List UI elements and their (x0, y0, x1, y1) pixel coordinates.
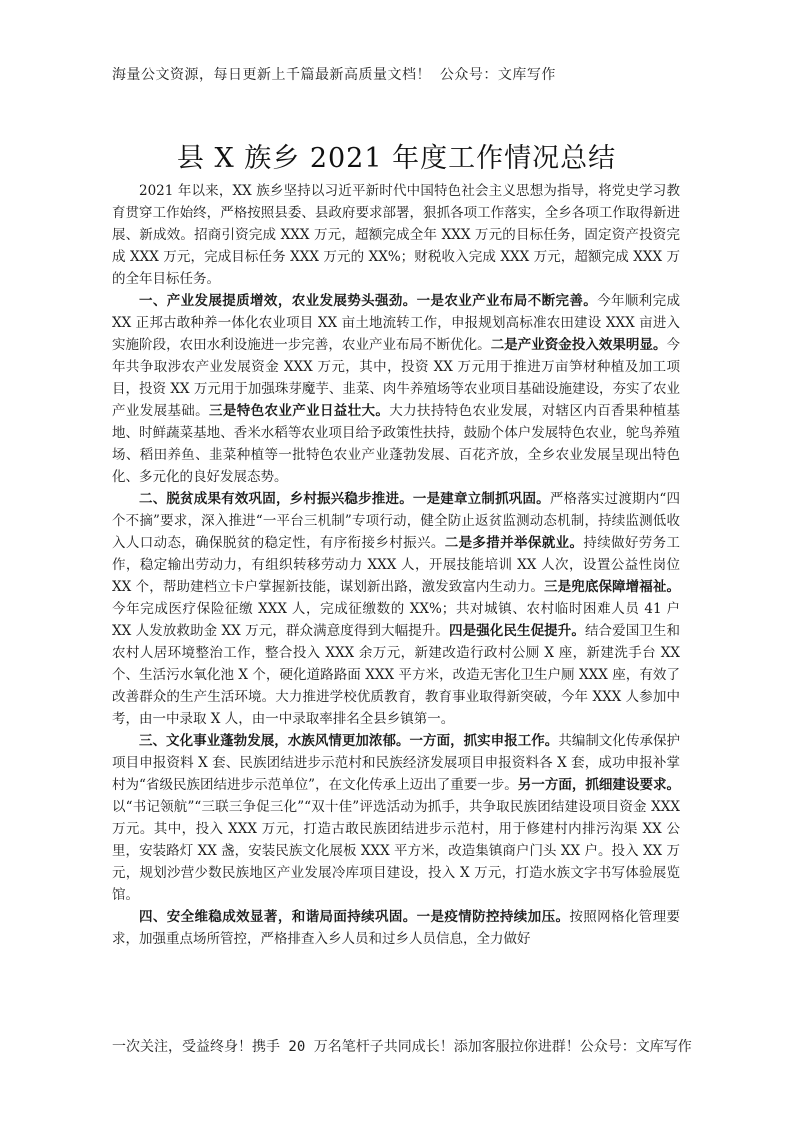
section-4-item-1-text: 按照网格化管理要求，加强重点场所管控，严格排查入乡人员和过乡人员信息，全力做好 (112, 909, 681, 947)
section-3-paragraph (112, 730, 680, 906)
document-body (112, 180, 680, 950)
section-4-heading: 四、安全维稳成效显著，和谐局面持续巩固。 (139, 909, 417, 925)
section-4-item-1-lead: 一是疫情防控持续加压。 (416, 909, 570, 925)
section-1-heading: 一、产业发展提质增效，农业发展势头强劲。 (139, 293, 417, 309)
section-2-item-3-text: 今年完成医疗保险征缴 XXX 人，完成征缴数的 XX%；共对城镇、农村临时困难人员 41 户 XX 人发放救助金 XX 万元，群众满意度得到大幅提升。 (112, 601, 680, 639)
section-2-item-2-text: 持续做好劳务工作，稳定输出劳动力，有组织转移劳动力 XXX 人，开展技能培训 XX 人次，设置公益性岗位 XX 个，帮助建档立卡户掌握新技能，谋划新出路，激发致富内生动力。 (112, 535, 681, 595)
section-2-item-1-text: 严格落实过渡期内“四个不摘”要求，深入推进“一平台三机制”专项行动，健全防止返贫监测动态机制，持续监测低收入人口动态，确保脱贫的稳定性，有序衔接乡村振兴。 (112, 491, 681, 551)
section-3-item-2-lead: 另一方面，抓细建设要求。 (517, 777, 680, 793)
intro-paragraph: 2021 年以来，XX 族乡坚持以习近平新时代中国特色社会主义思想为指导，将党史学习教育贯穿工作始终，严格按照县委、县政府要求部署，狠抓各项工作落实，全乡各项工作取得新进展、新成效。招商引资完成 XXX 万元，超额完成全年 XXX 万元的目标任务，固定资产投资完成 XXX 万元，完成目标任务 XXX 万元的 XX%；财税收入完成 XXX 万元，超额完成 XXX 万的全年目标任务。 (112, 183, 680, 287)
section-1-item-3-text: 大力扶持特色农业发展，对辖区内百香果种植基地、时鲜蔬菜基地、香米水稻等农业项目给予政策性扶持，鼓励个体户发展特色农业，鸵鸟养殖场、稻田养鱼、韭菜种植等一批特色农业产业蓬勃发展、百花齐放，全乡农业发展呈现出特色化、多元化的良好发展态势。 (112, 403, 681, 485)
section-2-item-2-lead: 二是多措并举保就业。 (444, 535, 584, 551)
section-3-item-1-text: 共编制文化传承保护项目申报资料 X 套、民族团结进步示范村和民族经济发展项目申报资料各 X 套，成功申报补掌村为“省级民族团结进步示范单位”，在文化传承上迈出了重要一步。 (112, 733, 681, 793)
section-1-item-2-text: 今年共争取涉农产业发展资金 XXX 万元，其中，投资 XX 万元用于推进万亩笋材种植及加工项目，投资 XX 万元用于加强珠芽魔芋、韭菜、肉牛养殖场等农业项目基础设施建设，夯实了农业产业发展基础。 (112, 337, 681, 419)
section-1-item-1-text: 今年顺利完成 XX 正邦古敢种养一体化农业项目 XX 亩土地流转工作，申报规划高标准农田建设 XXX 亩进入实施阶段，农田水利设施进一步完善，农业产业布局不断优化。 (112, 293, 681, 353)
section-3-item-2-text: 以“书记领航”“三联三争促三化”“双十佳”评选活动为抓手，共争取民族团结建设项目资金 XXX 万元。其中，投入 XXX 万元，打造古敢民族团结进步示范村，用于修建村内排污沟渠 XX 公里，安装路灯 XX 盏，安装民族文化展板 XXX 平方米，改造集镇商户门头 XX 户。投入 XX 万元，规划沙营少数民族地区产业发展冷库项目建设，投入 X 万元，打造水族文字书写体验展览馆。 (112, 799, 680, 903)
section-3-item-1-lead: 一方面，抓实申报工作。 (409, 733, 559, 749)
section-4-paragraph (112, 906, 680, 950)
section-1-item-1-lead: 一是农业产业布局不断完善。 (416, 293, 598, 309)
section-1-item-2-lead: 二是产业资金投入效果明显。 (490, 337, 667, 353)
page-footer: 一次关注，受益终身！携手 20 万名笔杆子共同成长！添加客服拉你进群！公众号：文库写作 (112, 1039, 692, 1055)
section-2-item-1-lead: 一是建章立制抓巩固。 (412, 491, 550, 507)
page-header: 海量公文资源，每日更新上千篇最新高质量文档！ 公众号：文库写作 (112, 67, 556, 83)
section-2-item-3-lead: 三是兜底保障增福祉。 (544, 579, 681, 595)
section-3-heading: 三、文化事业蓬勃发展，水族风情更加浓郁。 (139, 733, 410, 749)
section-1-paragraph (112, 290, 680, 488)
section-2-paragraph (112, 488, 680, 730)
document-title: 县 X 族乡 2021 年度工作情况总结 (176, 143, 617, 174)
section-1-item-3-lead: 三是特色农业产业日益壮大。 (209, 403, 390, 419)
section-2-heading: 二、脱贫成果有效巩固，乡村振兴稳步推进。 (139, 491, 413, 507)
section-2-item-4-text: 结合爱国卫生和农村人居环境整治工作，整合投入 XXX 余万元，新建改造行政村公厕 X 座，新建洗手台 XX 个、生活污水氧化池 X 个，硬化道路路面 XXX 平方米，改造无害化卫生户厕 XXX 座，有效了改善群众的生产生活环境。大力推进学校优质教育，教育事业取得新突破，今年 XXX 人参加中考，由一中录取 X 人，由一中录取率排名全县乡镇第一。 (112, 623, 681, 727)
section-2-item-4-lead: 四是强化民生促提升。 (449, 623, 585, 639)
